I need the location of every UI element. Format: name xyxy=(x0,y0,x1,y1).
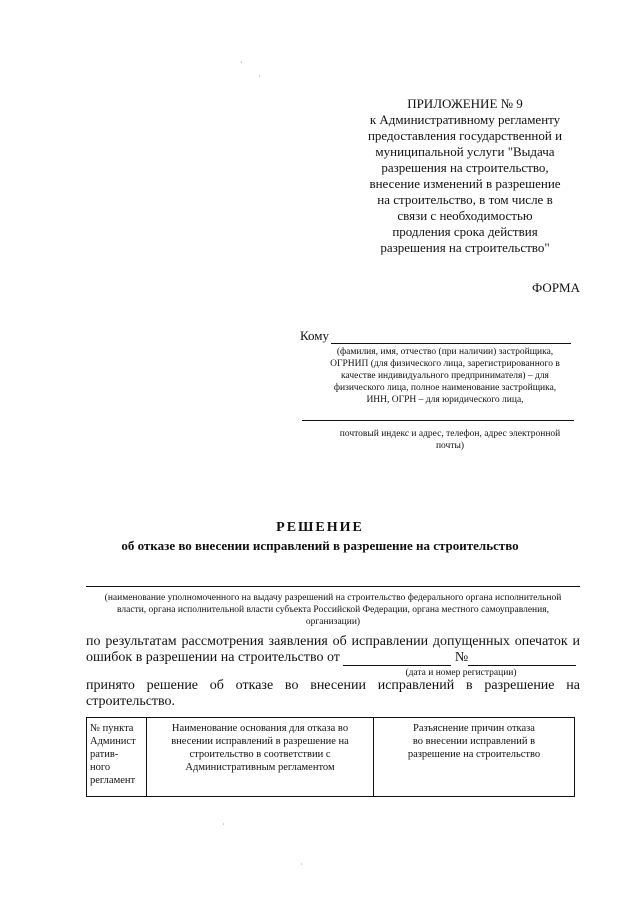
appendix-line: разрешения на строительство, xyxy=(381,160,549,175)
number-blank-line xyxy=(468,653,576,666)
decision-subtitle: об отказе во внесении исправлений в разрешение на строительство xyxy=(121,538,519,553)
scan-speck: · xyxy=(300,860,303,869)
cell-line: Административным регламентом xyxy=(185,762,335,773)
header-cell-clause xyxy=(87,718,147,797)
addressee-note-line: физического лица, полное наименование застройщика, xyxy=(333,383,557,393)
appendix-line: муниципальной услуги "Выдача xyxy=(375,144,555,159)
authority-note xyxy=(86,592,580,628)
addressee-note-line: ОГРНИП (для физического лица, зарегистрированного в xyxy=(330,359,560,369)
appendix-line: связи с необходимостью xyxy=(397,208,533,223)
header-cell-basis xyxy=(147,718,374,797)
authority-blank-line xyxy=(86,586,580,587)
appendix-line: внесение изменений в разрешение xyxy=(369,176,561,191)
scan-speck: · xyxy=(258,72,261,81)
addressee-blank-line xyxy=(331,331,571,344)
addressee-note-line: качестве индивидуального предпринимателя) – для xyxy=(341,371,549,381)
table-row xyxy=(87,718,575,797)
review-paragraph xyxy=(86,634,580,666)
cell-line: Админист xyxy=(90,736,136,747)
address-note-line: почты) xyxy=(435,441,465,451)
authority-note-line: (наименование уполномоченного на выдачу разрешений на строительство федерального органа исполнительной xyxy=(104,593,562,603)
authority-note-line: организации) xyxy=(305,617,361,627)
cell-line: ного xyxy=(90,762,111,773)
decision-paragraph: принято решение об отказе во внесении исправлений в разрешение на строительство. xyxy=(86,678,580,709)
address-note xyxy=(320,428,580,452)
review-paragraph-text: по результатам рассмотрения заявления об исправлении допущенных опечаток и ошибок в разрешении на строительство от xyxy=(86,634,580,665)
cell-line: внесении исправлений в разрешение на xyxy=(171,736,349,747)
address-blank-line xyxy=(302,420,574,421)
addressee-note-line: (фамилия, имя, отчество (при наличии) застройщика, xyxy=(336,347,554,357)
appendix-line: разрешения на строительство" xyxy=(380,240,550,255)
cell-line: Наименование основания для отказа во xyxy=(171,723,349,734)
addressee-note xyxy=(310,346,580,406)
form-label: ФОРМА xyxy=(532,280,580,295)
number-sign: № xyxy=(454,650,469,665)
appendix-line: на строительство, в том числе в xyxy=(377,192,553,207)
cell-line: № пункта xyxy=(90,723,134,734)
refusal-table xyxy=(86,717,575,797)
appendix-header: ПРИЛОЖЕНИЕ № 9 xyxy=(407,96,523,111)
appendix-block xyxy=(345,96,585,256)
cell-line: строительство в соответствии с xyxy=(189,749,331,760)
addressee-row xyxy=(300,328,580,344)
cell-line: Разъяснение причин отказа xyxy=(413,723,535,734)
address-note-line: почтовый индекс и адрес, телефон, адрес электронной xyxy=(339,429,561,439)
registration-note: (дата и номер регистрации) xyxy=(405,668,517,678)
appendix-line: предоставления государственной и xyxy=(367,128,563,143)
cell-line: во внесении исправлений в xyxy=(412,736,536,747)
date-blank-line xyxy=(343,653,451,666)
cell-line: ратив- xyxy=(90,749,119,760)
cell-line: разрешение на строительство xyxy=(407,749,541,760)
scan-speck: · xyxy=(222,820,225,829)
addressee-note-line: ИНН, ОГРН – для юридического лица, xyxy=(366,395,524,405)
appendix-line: продления срока действия xyxy=(392,224,538,239)
appendix-line: к Административному регламенту xyxy=(369,112,561,127)
scan-speck: · xyxy=(240,58,243,67)
authority-note-line: власти, органа исполнительной власти субъекта Российской Федерации, органа местного самоуправления, xyxy=(117,605,549,615)
decision-title: РЕШЕНИЕ xyxy=(276,520,364,535)
addressee-label: Кому xyxy=(300,328,330,343)
cell-line: регламент xyxy=(90,775,136,786)
header-cell-explanation xyxy=(374,718,575,797)
